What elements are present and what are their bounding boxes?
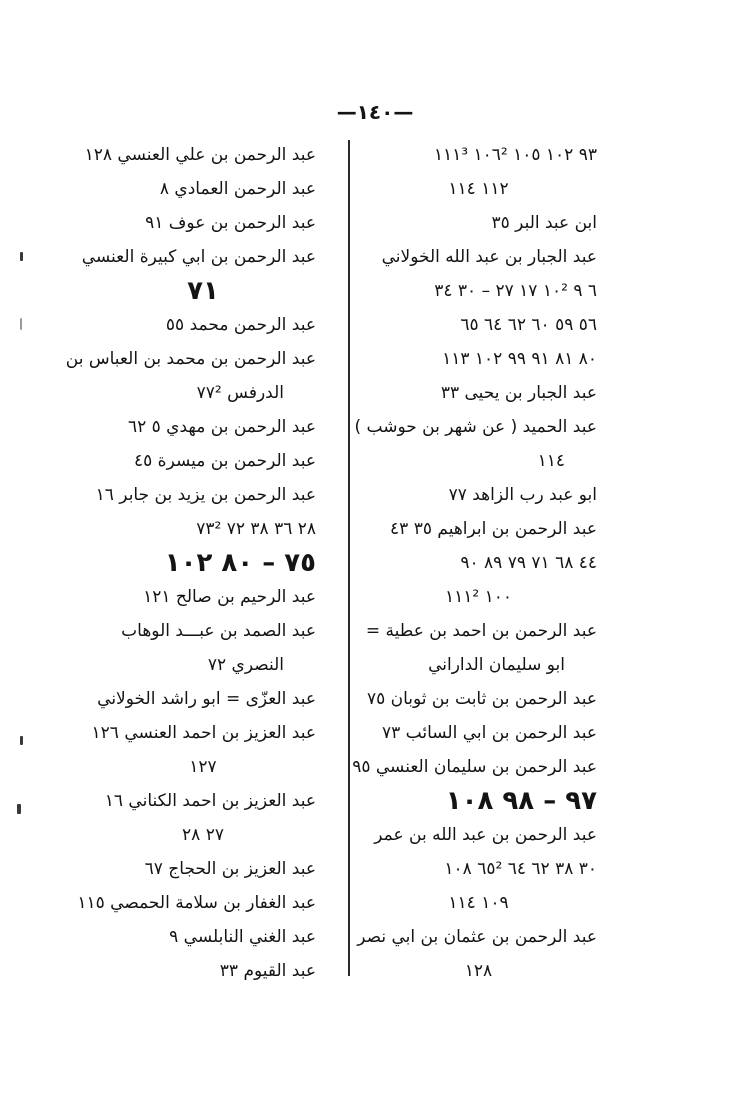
index-line: عبد العزّى = ابو راشد الخولاني (97, 689, 316, 709)
index-line: الدرفس ٧٧² (196, 383, 284, 403)
index-line: ١٢٨ (464, 961, 493, 981)
index-line: عبد الرحمن بن عثمان بن ابي نصر (357, 927, 597, 947)
index-line: عبد الرحمن بن عوف ٩١ (145, 213, 316, 233)
margin-mark (20, 318, 22, 330)
index-line: عبد الجبار بن عبد الله الخولاني (381, 247, 597, 267)
index-line: عبد الرحمن بن ابراهيم ٣٥ ٤٣ (390, 519, 597, 539)
index-line: عبد الرحمن بن سليمان العنسي ٩٥ (352, 757, 597, 777)
index-line: ١٢٧ (189, 757, 217, 777)
index-line: عبد الجبار بن يحيى ٣٣ (440, 383, 597, 403)
index-line: عبد الغفار بن سلامة الحمصي ١١٥ (77, 893, 316, 913)
index-line: عبد الرحمن بن ثابت بن ثوبان ٧٥ (366, 689, 597, 709)
index-line: ٩٧ – ٩٨ ١٠٨ (445, 786, 597, 816)
index-line: النصري ٧٢ (207, 655, 284, 675)
index-line: ابو سليمان الداراني (428, 655, 565, 675)
index-line: عبد الرحمن بن علي العنسي ١٢٨ (84, 145, 316, 165)
right-column (352, 138, 597, 988)
index-line: ٩٣ ١٠٢ ١٠٥ ١٠٦² ١١١³ (433, 145, 597, 165)
index-line: عبد الحميد ( عن شهر بن حوشب ) (354, 417, 597, 437)
index-line: ابو عبد رب الزاهد ٧٧ (448, 485, 597, 505)
index-line: عبد العزيز بن احمد العنسي ١٢٦ (91, 723, 316, 743)
index-line: عبد الرحيم بن صالح ١٢١ (143, 587, 316, 607)
index-line: ابن عبد البر ٣٥ (491, 213, 597, 233)
index-line: ٤٤ ٦٨ ٧١ ٧٩ ٨٩ ٩٠ (460, 553, 597, 573)
index-line: ٥٦ ٥٩ ٦٠ ٦٢ ٦٤ ٦٥ (460, 315, 597, 335)
index-line: ٧١ (187, 276, 219, 306)
margin-mark (17, 804, 21, 814)
index-line: عبد العزيز بن الحجاج ٦٧ (144, 859, 316, 879)
index-line: ١٠٩ ١١٤ (448, 893, 509, 913)
index-line: ١١٢ ١١٤ (448, 179, 509, 199)
index-line: ٣٠ ٣٨ ٦٢ ٦٤ ٦٥² ١٠٨ (444, 859, 597, 879)
index-line: ١١٤ (537, 451, 565, 471)
index-line: عبد الرحمن بن ميسرة ٤٥ (134, 451, 316, 471)
page-number: —١٤٠— (336, 100, 414, 124)
index-line: ٢٨ ٣٦ ٣٨ ٧٢ ٧٣² (196, 519, 316, 539)
index-line: عبد الصمد بن عبـــد الوهاب (121, 621, 316, 641)
index-line: ١٠٠ ١١١² (444, 587, 513, 607)
index-line: عبد القيوم ٣٣ (219, 961, 316, 981)
index-line: عبد الرحمن بن عبد الله بن عمر (374, 825, 597, 845)
margin-mark (20, 252, 23, 261)
index-line: عبد الرحمن بن ابي كبيرة العنسي (81, 247, 316, 267)
index-line: عبد الرحمن بن يزيد بن جابر ١٦ (95, 485, 316, 505)
index-line: ٢٧ ٢٨ (182, 825, 224, 845)
index-line: عبد الغني النابلسي ٩ (169, 927, 316, 947)
index-line: عبد الرحمن محمد ٥٥ (165, 315, 316, 335)
index-line: عبد الرحمن بن احمد بن عطية = (365, 621, 597, 641)
margin-mark (20, 736, 23, 745)
index-line: ٨٠ ٨١ ٩١ ٩٩ ١٠٢ ١١٣ (442, 349, 597, 369)
index-line: ٦ ٩ ١٠² ١٧ ٢٧ – ٣٠ ٣٤ (434, 281, 597, 301)
left-column (65, 138, 316, 988)
index-line: عبد الرحمن بن ابي السائب ٧٣ (381, 723, 597, 743)
index-line: عبد الرحمن العمادي ٨ (159, 179, 316, 199)
column-divider (348, 140, 350, 976)
index-line: عبد الرحمن بن محمد بن العباس بن (65, 349, 316, 369)
index-line: ٧٥ – ٨٠ ١٠٢ (164, 548, 316, 578)
index-line: عبد العزيز بن احمد الكناني ١٦ (104, 791, 316, 811)
index-line: عبد الرحمن بن مهدي ٥ ٦٢ (127, 417, 316, 437)
